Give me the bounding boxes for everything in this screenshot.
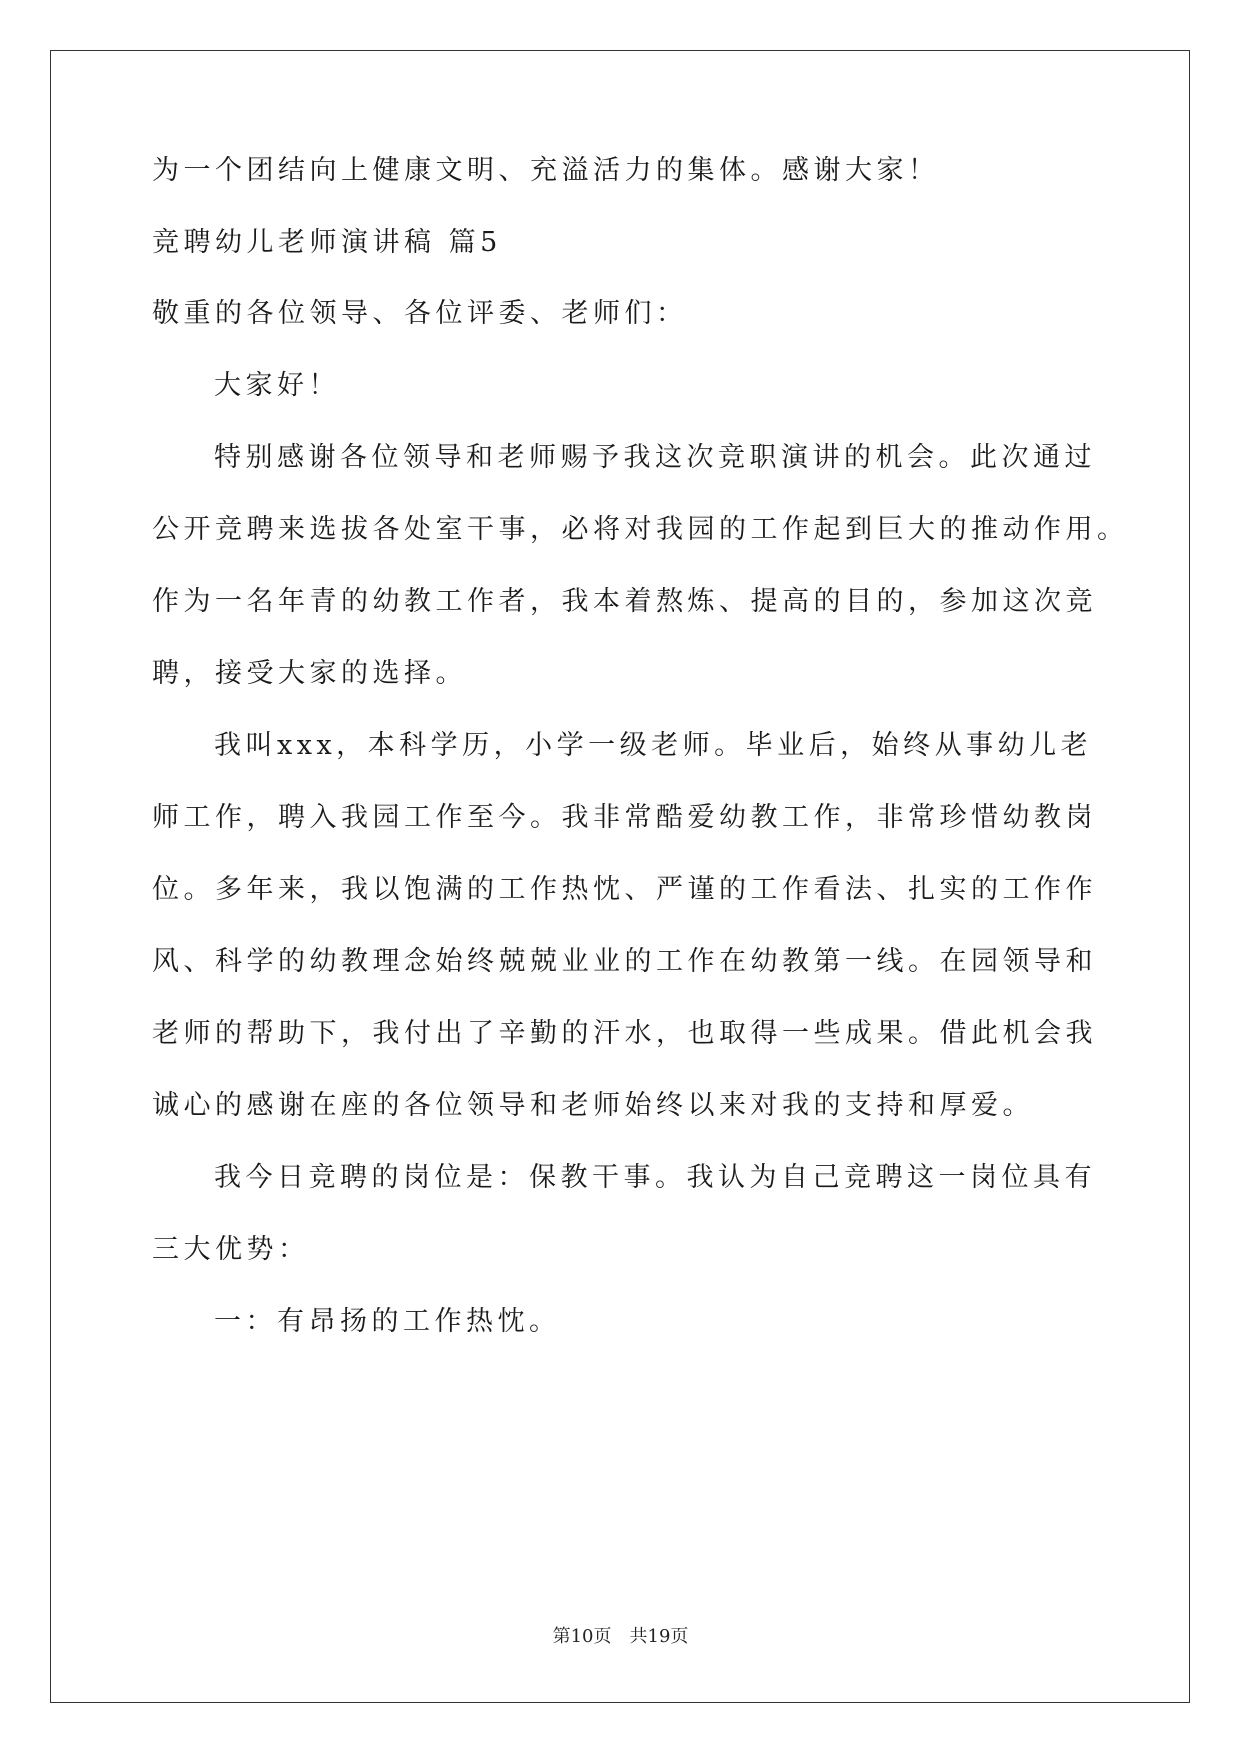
- paragraph-line: 三大优势：: [152, 1234, 310, 1265]
- paragraph-line: 位。多年来，我以饱满的工作热忱、严谨的工作看法、扎实的工作作: [152, 874, 1097, 905]
- paragraph-line: 一：有昂扬的工作热忱。: [214, 1306, 561, 1337]
- paragraph-line: 老师的帮助下，我付出了辛勤的汗水，也取得一些成果。借此机会我: [152, 1018, 1097, 1049]
- greeting: 大家好！: [214, 370, 340, 401]
- paragraph-line: 诚心的感谢在座的各位领导和老师始终以来对我的支持和厚爱。: [152, 1090, 1034, 1121]
- section-heading: 竞聘幼儿老师演讲稿 篇5: [152, 227, 502, 258]
- paragraph-line: 聘，接受大家的选择。: [152, 658, 467, 689]
- paragraph-line: 风、科学的幼教理念始终兢兢业业的工作在幼教第一线。在园领导和: [152, 946, 1097, 977]
- page-number: 第10页 共19页: [552, 1626, 689, 1647]
- paragraph-line: 特别感谢各位领导和老师赐予我这次竞职演讲的机会。此次通过: [214, 442, 1096, 473]
- paragraph-line: 为一个团结向上健康文明、充溢活力的集体。感谢大家！: [152, 155, 940, 186]
- paragraph-line: 公开竞聘来选拔各处室干事，必将对我园的工作起到巨大的推动作用。: [152, 514, 1129, 545]
- salutation: 敬重的各位领导、各位评委、老师们：: [152, 298, 688, 329]
- paragraph-line: 我今日竞聘的岗位是：保教干事。我认为自己竞聘这一岗位具有: [214, 1162, 1096, 1193]
- paragraph-line: 我叫xxx，本科学历，小学一级老师。毕业后，始终从事幼儿老: [214, 730, 1093, 761]
- paragraph-line: 作为一名年青的幼教工作者，我本着熬炼、提高的目的，参加这次竞: [152, 586, 1097, 617]
- paragraph-line: 师工作，聘入我园工作至今。我非常酷爱幼教工作，非常珍惜幼教岗: [152, 802, 1097, 833]
